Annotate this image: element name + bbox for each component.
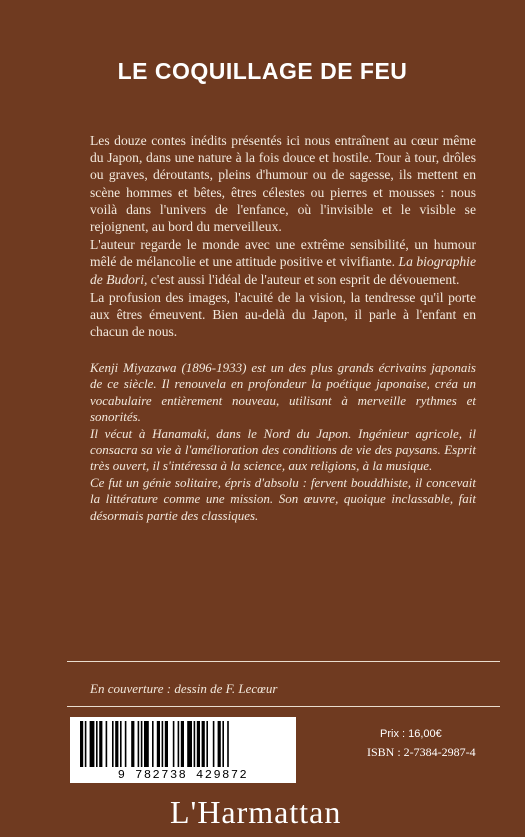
- blurb-text: La profusion des images, l'acuité de la vision, la tendresse qu'il porte aux êtres émeuvent. Bien au-delà du Japon, il parle à l'enfant en chacun de nous.: [90, 289, 476, 340]
- blurb-text: Tour à tour, drôles ou graves, déroutants, pleins d'humour ou de sagesse, ils mettent en scène hommes et bêtes, êtres célestes ou pierres et mousses : nous voilà dans l'univers de l'enfance, où l'invisible et le visible se rejoignent, au bord du merveilleux.: [90, 150, 476, 235]
- barcode-bar: [162, 721, 164, 767]
- blurb-paragraph: [90, 236, 476, 288]
- bio-paragraph: Ce fut un génie solitaire, épris d'absolu : fervent bouddhiste, il concevait la littérature comme une mission. Son œuvre, quoique inclassable, fait désormais partie des classiques.: [90, 474, 476, 523]
- barcode-bar: [144, 721, 149, 767]
- barcode-bar: [202, 721, 205, 767]
- barcode-bar: [206, 721, 208, 767]
- blurb-text: c'est aussi l'idéal de l'auteur et son esprit de dévouement.: [147, 271, 460, 287]
- barcode-bar: [178, 721, 180, 767]
- barcode-digits: 9 782738 429872: [117, 768, 249, 782]
- barcode: [70, 717, 296, 783]
- barcode-bar: [197, 721, 200, 767]
- barcode-bar: [125, 721, 127, 767]
- barcode-bar: [99, 721, 102, 767]
- book-title: LE COQUILLAGE DE FEU: [117, 58, 408, 84]
- barcode-bar: [194, 721, 196, 767]
- blurb-paragraph: [90, 132, 476, 235]
- barcode-bar: [173, 721, 175, 767]
- barcode-bar: [90, 721, 95, 767]
- barcode-bar: [141, 721, 143, 767]
- barcode-bar: [112, 721, 114, 767]
- barcode-bar: [165, 721, 168, 767]
- isbn: ISBN : 2-7384-2987-4: [367, 745, 476, 759]
- bio-paragraph: Kenji Miyazawa (1896-1933) est un des plus grands écrivains japonais de ce siècle. Il renouvela en profondeur la poétique japonaise, créa un vocabulaire entièrement nouveau, utilisant à merveille rythmes et sonorités.: [90, 360, 476, 425]
- barcode-bar: [115, 721, 118, 767]
- barcode-bar: [131, 721, 134, 767]
- barcode-bar: [80, 721, 83, 767]
- barcode-bar: [138, 721, 140, 767]
- blurb-text: L'auteur regarde le monde avec une extrême sensibilité, un humour mêlé de mélancolie et une attitude positive et vivifiante.: [90, 237, 476, 270]
- barcode-bar: [187, 721, 192, 767]
- bio-paragraph: Il vécut à Hanamaki, dans le Nord du Japon. Ingénieur agricole, il consacra sa vie à l'amélioration des conditions de vie des paysans. Esprit très ouvert, il s'intéressa à la science, aux religions, à la musique.: [90, 425, 476, 474]
- barcode-bar: [181, 721, 184, 767]
- barcode-bar: [85, 721, 87, 767]
- barcode-bar: [152, 721, 154, 767]
- barcode-bar: [106, 721, 108, 767]
- barcode-bar: [157, 721, 160, 767]
- barcode-bar: [213, 721, 215, 767]
- publisher-logo: [170, 794, 430, 834]
- barcode-bar: [218, 721, 221, 767]
- blurb-text: Les douze contes inédits présentés ici nous entraînent au cœur même du Japon, dans une nature à la fois douce et hostile.: [90, 133, 476, 166]
- barcode-bar: [120, 721, 122, 767]
- price: Prix : 16,00€: [380, 728, 442, 740]
- blurb: [90, 132, 476, 340]
- divider: [67, 706, 500, 707]
- cover-credit: En couverture : dessin de F. Lecœur: [90, 681, 278, 696]
- divider: [67, 661, 500, 662]
- barcode-bar: [222, 721, 224, 767]
- barcode-bar: [227, 721, 229, 767]
- barcode-bars: [76, 721, 290, 767]
- publisher-name: L'Harmattan: [170, 794, 342, 830]
- blurb-paragraph: [90, 289, 476, 341]
- author-bio: [90, 360, 476, 524]
- blurb-book-title: La biographie de Budori,: [90, 254, 476, 287]
- barcode-bar: [96, 721, 98, 767]
